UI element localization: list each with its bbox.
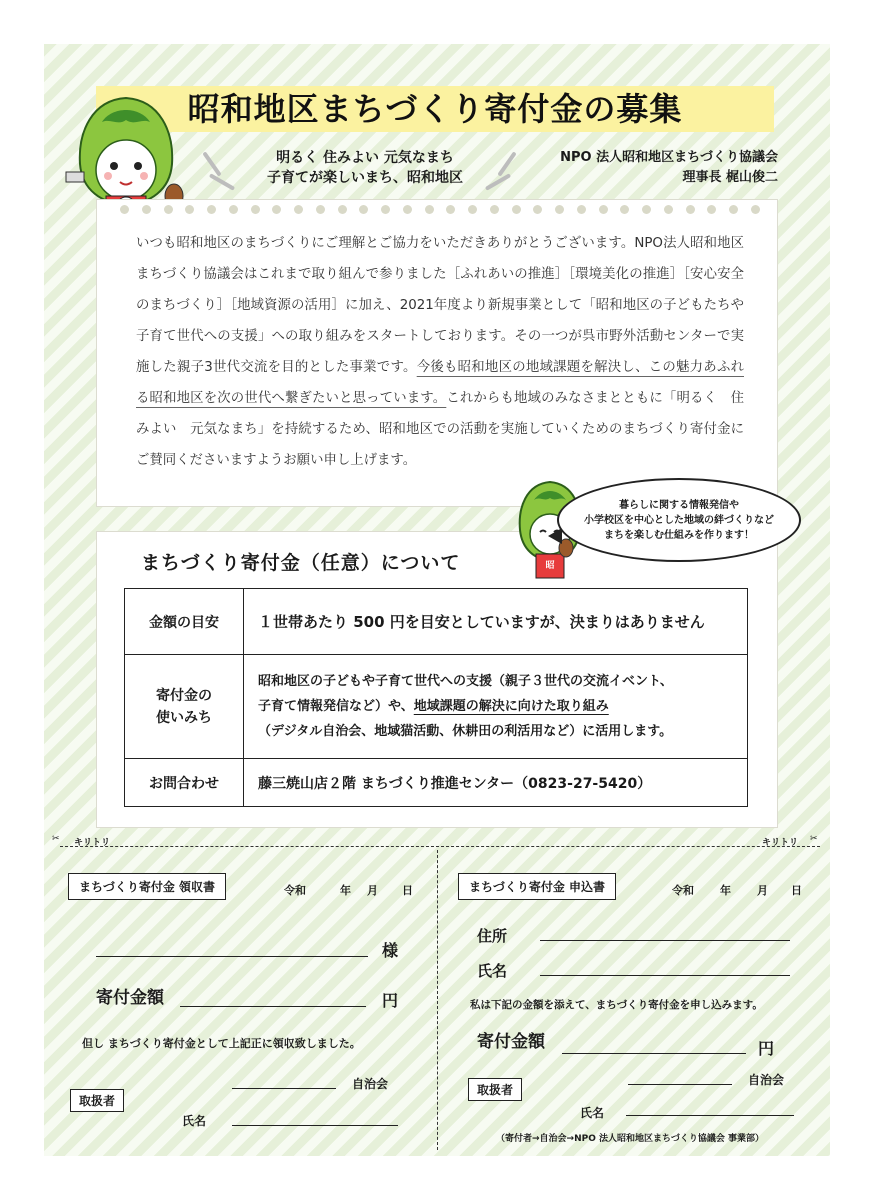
receipt-title: まちづくり寄付金 領収書 bbox=[68, 873, 226, 900]
receipt-note: 但し まちづくり寄付金として上記正に領収致しました。 bbox=[82, 1037, 361, 1050]
table-row bbox=[125, 589, 748, 655]
speech-bubble bbox=[557, 478, 801, 562]
receipt-date-month: 月 bbox=[367, 884, 378, 897]
row-label-line: 使いみち bbox=[156, 709, 212, 726]
intro-text bbox=[136, 228, 744, 476]
application-date-reiwa: 令和 bbox=[672, 884, 694, 897]
row-label: お問合わせ bbox=[125, 759, 244, 807]
application-amount-line[interactable] bbox=[562, 1053, 746, 1054]
receipt-date-day: 日 bbox=[402, 884, 413, 897]
receipt-jichikai: 自治会 bbox=[352, 1077, 389, 1091]
application-date-year: 年 bbox=[720, 884, 731, 897]
mascot-small-badge: 昭 bbox=[545, 561, 555, 571]
slogan-line-1: 明るく 住みよい 元気なまち bbox=[276, 150, 454, 166]
receipt-handler-box: 取扱者 bbox=[70, 1089, 124, 1112]
usage-line-1: 昭和地区の子どもや子育て世代への支援（親子３世代の交流イベント、 bbox=[258, 674, 673, 689]
page-title: 昭和地区まちづくり寄付金の募集 bbox=[187, 90, 683, 128]
receipt-sama: 様 bbox=[382, 941, 399, 960]
receipt-jichikai-line[interactable] bbox=[232, 1088, 336, 1089]
application-date-day: 日 bbox=[791, 884, 802, 897]
usage-line-3: （デジタル自治会、地域猫活動、休耕田の利活用など）に活用します。 bbox=[258, 724, 673, 739]
usage-line-2-underlined: 地域課題の解決に向けた取り組み bbox=[413, 699, 609, 714]
donation-info-table bbox=[124, 588, 748, 807]
receipt-yen: 円 bbox=[382, 991, 399, 1010]
intro-text-tail: これからも地域のみなさまとともに「明るく 住みよい 元気なまち」を持続するため、昭和地区での活動を実施していくためのまちづくり寄付金にご賛同くださいますようお願い申し上げます。 bbox=[136, 391, 744, 468]
bubble-line: まちを楽しむ仕組みを作ります！ bbox=[604, 529, 754, 541]
cut-label-right: キリトリ bbox=[762, 838, 799, 848]
receipt-amount-line[interactable] bbox=[180, 1006, 366, 1007]
row-value: １世帯あたり 500 円を目安としていますが、決まりはありません bbox=[244, 589, 748, 655]
application-date-month: 月 bbox=[757, 884, 768, 897]
cut-line bbox=[60, 846, 820, 847]
row-label: 金額の目安 bbox=[125, 589, 244, 655]
dot-border bbox=[120, 205, 760, 215]
application-jichikai-line[interactable] bbox=[628, 1084, 732, 1085]
receipt-amount-label: 寄付金額 bbox=[96, 988, 164, 1008]
organization-block bbox=[500, 148, 778, 188]
application-name2-label: 氏名 bbox=[580, 1106, 605, 1120]
application-flow: （寄付者→自治会→NPO 法人昭和地区まちづくり協議会 事業部） bbox=[496, 1134, 765, 1144]
cut-label-left: キリトリ bbox=[74, 838, 111, 848]
row-label-line: 寄付金の bbox=[156, 687, 212, 704]
row-value: 藤三焼山店２階 まちづくり推進センター（0823-27-5420） bbox=[244, 759, 748, 807]
application-amount-label: 寄付金額 bbox=[477, 1032, 545, 1052]
usage-line-2 bbox=[258, 694, 746, 719]
org-name: NPO 法人昭和地区まちづくり協議会 bbox=[560, 150, 778, 165]
receipt-date-reiwa: 令和 bbox=[284, 884, 306, 897]
bubble-line: 暮らしに関する情報発信や bbox=[619, 499, 739, 511]
application-address-label: 住所 bbox=[477, 927, 508, 945]
scissors-icon: ✂ bbox=[810, 834, 818, 844]
receipt-recipient-line[interactable] bbox=[96, 956, 368, 957]
receipt-date-year: 年 bbox=[340, 884, 351, 897]
application-address-line[interactable] bbox=[540, 940, 790, 941]
receipt-name-line[interactable] bbox=[232, 1125, 398, 1126]
receipt-name-label: 氏名 bbox=[182, 1114, 207, 1128]
application-statement: 私は下記の金額を添えて、まちづくり寄付金を申し込みます。 bbox=[470, 999, 763, 1011]
bubble-line: 小学校区を中心とした地域の絆づくりなど bbox=[584, 514, 774, 526]
application-handler-box: 取扱者 bbox=[468, 1078, 522, 1101]
section-title: まちづくり寄付金（任意）について bbox=[141, 552, 461, 574]
intro-text-part: いつも昭和地区のまちづくりにご理解とご協力をいただきありがとうございます。NPO法人昭和地区まちづくり協議会はこれまで取り組んで参りました［ふれあいの推進］［環境美化の推進］［安心安全のまちづくり］［地域資源の活用］に加え、2021年度より新規事業として「昭和地区の子どもたちや子育て世代への支援」への取り組みをスタートしております。その一つが呉市野外活動センターで実施した親子3世代交流を目的とした事業です。 bbox=[136, 236, 744, 375]
vertical-cut-line bbox=[437, 850, 438, 1150]
slogan bbox=[200, 148, 530, 188]
row-label bbox=[125, 655, 244, 759]
table-row bbox=[125, 759, 748, 807]
scissors-icon: ✂ bbox=[52, 834, 60, 844]
org-representative: 理事長 梶山俊二 bbox=[682, 170, 778, 185]
usage-line-2-pre: 子育て情報発信など）や、 bbox=[258, 699, 414, 714]
application-title: まちづくり寄付金 申込書 bbox=[458, 873, 616, 900]
table-row bbox=[125, 655, 748, 759]
application-name2-line[interactable] bbox=[626, 1115, 794, 1116]
application-name-line[interactable] bbox=[540, 975, 790, 976]
row-value bbox=[244, 655, 748, 759]
application-name-label: 氏名 bbox=[477, 962, 508, 980]
application-yen: 円 bbox=[758, 1039, 775, 1058]
application-jichikai: 自治会 bbox=[748, 1073, 785, 1087]
slogan-line-2: 子育てが楽しいまち、昭和地区 bbox=[267, 170, 463, 186]
intro-text-underlined: 今後も昭和地区の地域課題を解決し、この魅力あふれる昭和地区を次の世代へ繋ぎたいと思っています。 bbox=[136, 360, 744, 406]
